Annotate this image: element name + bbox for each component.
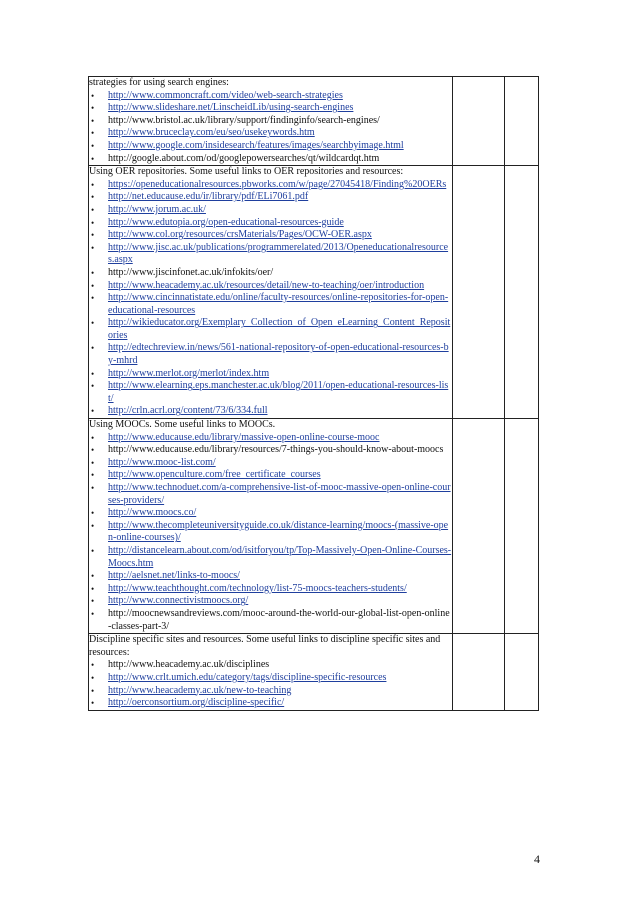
list-item — [89, 153, 452, 166]
empty-cell — [505, 634, 539, 711]
list-item — [89, 115, 452, 128]
bullet-icon: • — [91, 470, 95, 481]
list-item — [89, 672, 452, 685]
resource-link[interactable]: http://distancelearn.about.com/od/isitforyou/tp/Top-Massively-Open-Online-Courses-Moocs.htm — [108, 544, 452, 569]
resource-url-text: http://www.educause.edu/library/resources/7-things-you-should-know-about-moocs — [108, 444, 444, 456]
bullet-icon: • — [91, 293, 95, 304]
resource-table — [88, 76, 539, 711]
list-item — [89, 659, 452, 672]
bullet-icon: • — [91, 520, 95, 531]
bullet-icon: • — [91, 103, 95, 114]
resource-url-text: http://google.about.com/od/googlepowersearches/qt/wildcardqt.htm — [108, 152, 380, 164]
bullet-icon: • — [91, 545, 95, 556]
content-cell — [89, 166, 453, 419]
resource-link[interactable]: http://www.elearning.eps.manchester.ac.uk/blog/2011/open-educational-resources-list/ — [108, 380, 449, 404]
list-item — [89, 179, 452, 192]
list-item — [89, 292, 452, 317]
bullet-icon: • — [91, 204, 95, 215]
list-item — [89, 140, 452, 153]
section-lead-text: Using MOOCs. Some useful links to MOOCs. — [89, 419, 276, 431]
list-item — [89, 280, 452, 293]
list-item — [89, 242, 452, 267]
bullet-icon: • — [91, 445, 95, 456]
bullet-icon: • — [91, 153, 95, 164]
list-item — [89, 507, 452, 520]
bullet-icon: • — [91, 343, 95, 354]
bullet-icon: • — [91, 381, 95, 392]
bullet-icon: • — [91, 457, 95, 468]
resource-link[interactable]: http://www.google.com/insidesearch/features/images/searchbyimage.html — [108, 139, 404, 151]
section-lead-text: Using OER repositories. Some useful links to OER repositories and resources: — [89, 166, 404, 178]
resource-link[interactable]: http://www.merlot.org/merlot/index.htm — [108, 367, 270, 379]
resource-link[interactable]: http://www.educause.edu/library/massive-open-online-course-mooc — [108, 431, 380, 443]
resource-url-text: http://www.jiscinfonet.ac.uk/infokits/oer/ — [108, 266, 274, 278]
table-row — [89, 419, 539, 634]
bullet-icon: • — [91, 90, 95, 101]
resource-link[interactable]: http://www.moocs.co/ — [108, 507, 197, 519]
resource-link[interactable]: http://crln.acrl.org/content/73/6/334.full — [108, 405, 268, 417]
bullet-icon: • — [91, 432, 95, 443]
resource-link[interactable]: http://net.educause.edu/ir/library/pdf/ELi7061.pdf — [108, 191, 309, 203]
bullet-icon: • — [91, 267, 95, 278]
resource-link[interactable]: https://openeducationalresources.pbworks.com/w/page/27045418/Finding%20OERs — [108, 178, 447, 190]
resource-link[interactable]: http://wikieducator.org/Exemplary_Collection_of_Open_eLearning_Content_Repositories — [108, 317, 451, 341]
resource-url-text: http://www.heacademy.ac.uk/disciplines — [108, 659, 270, 671]
empty-cell — [453, 419, 505, 634]
bullet-icon: • — [91, 368, 95, 379]
list-item — [89, 457, 452, 470]
list-item — [89, 317, 452, 342]
resource-link[interactable]: http://www.teachthought.com/technology/list-75-moocs-teachers-students/ — [108, 582, 407, 594]
resource-link[interactable]: http://www.commoncraft.com/video/web-search-strategies — [108, 89, 343, 101]
section-lead-text: Discipline specific sites and resources. Some useful links to discipline specific sites and resources: — [89, 634, 441, 658]
resource-url-text: http://moocnewsandreviews.com/mooc-around-the-world-our-global-list-open-online-classes-part-3/ — [108, 607, 450, 632]
bullet-icon: • — [91, 571, 95, 582]
resource-table-body — [89, 77, 539, 711]
link-list — [89, 659, 452, 709]
bullet-icon: • — [91, 608, 95, 619]
resource-url-text: http://www.bristol.ac.uk/library/support/findinginfo/search-engines/ — [108, 114, 380, 126]
empty-cell — [505, 419, 539, 634]
bullet-icon: • — [91, 596, 95, 607]
bullet-icon: • — [91, 179, 95, 190]
section-lead-text: strategies for using search engines: — [89, 77, 229, 88]
resource-link[interactable]: http://www.col.org/resources/crsMaterials/Pages/OCW-OER.aspx — [108, 229, 372, 241]
resource-link[interactable]: http://www.thecompleteuniversityguide.co.uk/distance-learning/moocs-(massive-open-online-courses)/ — [108, 519, 449, 544]
resource-link[interactable]: http://www.connectivistmoocs.org/ — [108, 595, 249, 607]
content-cell — [89, 77, 453, 166]
list-item — [89, 583, 452, 596]
list-item — [89, 482, 452, 507]
list-item — [89, 608, 452, 633]
empty-cell — [453, 166, 505, 419]
resource-link[interactable]: http://edtechreview.in/news/561-national-repository-of-open-educational-resources-by-mhrd — [108, 342, 449, 367]
list-item — [89, 380, 452, 405]
page-number: 4 — [534, 852, 540, 866]
table-row — [89, 77, 539, 166]
bullet-icon: • — [91, 406, 95, 417]
resource-link[interactable]: http://oerconsortium.org/discipline-specific/ — [108, 697, 285, 709]
resource-link[interactable]: http://www.bruceclay.com/eu/seo/usekeywords.htm — [108, 127, 315, 139]
table-row — [89, 634, 539, 711]
resource-link[interactable]: http://www.jisc.ac.uk/publications/programmerelated/2013/Openeducationalresources.aspx — [108, 241, 449, 266]
resource-link[interactable]: http://www.openculture.com/free_certificate_courses — [108, 469, 321, 481]
empty-cell — [453, 77, 505, 166]
bullet-icon: • — [91, 140, 95, 151]
list-item — [89, 545, 452, 570]
bullet-icon: • — [91, 483, 95, 493]
empty-cell — [453, 634, 505, 711]
list-item — [89, 342, 452, 367]
content-cell — [89, 419, 453, 634]
resource-link[interactable]: http://www.technoduet.com/a-comprehensive-list-of-mooc-massive-open-online-courses-providers/ — [108, 482, 451, 506]
bullet-icon: • — [91, 217, 95, 228]
resource-link[interactable]: http://www.jorum.ac.uk/ — [108, 203, 206, 215]
link-list — [89, 179, 452, 418]
list-item — [89, 570, 452, 583]
list-item — [89, 267, 452, 280]
list-item — [89, 127, 452, 140]
bullet-icon: • — [91, 230, 95, 241]
bullet-icon: • — [91, 583, 95, 594]
table-row — [89, 166, 539, 419]
bullet-icon: • — [91, 115, 95, 126]
list-item — [89, 469, 452, 482]
resource-link[interactable]: http://www.heacademy.ac.uk/resources/detail/new-to-teaching/oer/introduction — [108, 279, 425, 291]
resource-link[interactable]: http://www.cincinnatistate.edu/online/faculty-resources/online-repositories-for-open-educational-resources — [108, 292, 449, 316]
list-item — [89, 595, 452, 608]
list-item — [89, 368, 452, 381]
list-item — [89, 520, 452, 545]
content-cell — [89, 634, 453, 711]
empty-cell — [505, 166, 539, 419]
list-item — [89, 685, 452, 698]
list-item — [89, 444, 452, 457]
list-item — [89, 697, 452, 710]
resource-link[interactable]: http://www.mooc-list.com/ — [108, 456, 216, 468]
empty-cell — [505, 77, 539, 166]
bullet-icon: • — [91, 508, 95, 519]
bullet-icon: • — [91, 192, 95, 203]
bullet-icon: • — [91, 318, 95, 329]
resource-link[interactable]: http://www.crlt.umich.edu/category/tags/discipline-specific-resources — [108, 671, 387, 683]
resource-link[interactable]: http://www.slideshare.net/LinscheidLib/using-search-engines — [108, 102, 354, 114]
link-list — [89, 432, 452, 634]
bullet-icon: • — [91, 242, 95, 253]
bullet-icon: • — [91, 660, 95, 671]
list-item — [89, 217, 452, 230]
bullet-icon: • — [91, 672, 95, 683]
list-item — [89, 229, 452, 242]
list-item — [89, 102, 452, 115]
list-item — [89, 432, 452, 445]
list-item — [89, 405, 452, 418]
bullet-icon: • — [91, 698, 95, 709]
resource-link[interactable]: http://www.edutopia.org/open-educational-resources-guide — [108, 216, 344, 228]
link-list — [89, 90, 452, 166]
bullet-icon: • — [91, 128, 95, 139]
resource-link[interactable]: http://aelsnet.net/links-to-moocs/ — [108, 570, 240, 582]
bullet-icon: • — [91, 280, 95, 291]
resource-link[interactable]: http://www.heacademy.ac.uk/new-to-teaching — [108, 684, 292, 696]
bullet-icon: • — [91, 685, 95, 696]
list-item — [89, 191, 452, 204]
list-item — [89, 204, 452, 217]
list-item — [89, 90, 452, 103]
